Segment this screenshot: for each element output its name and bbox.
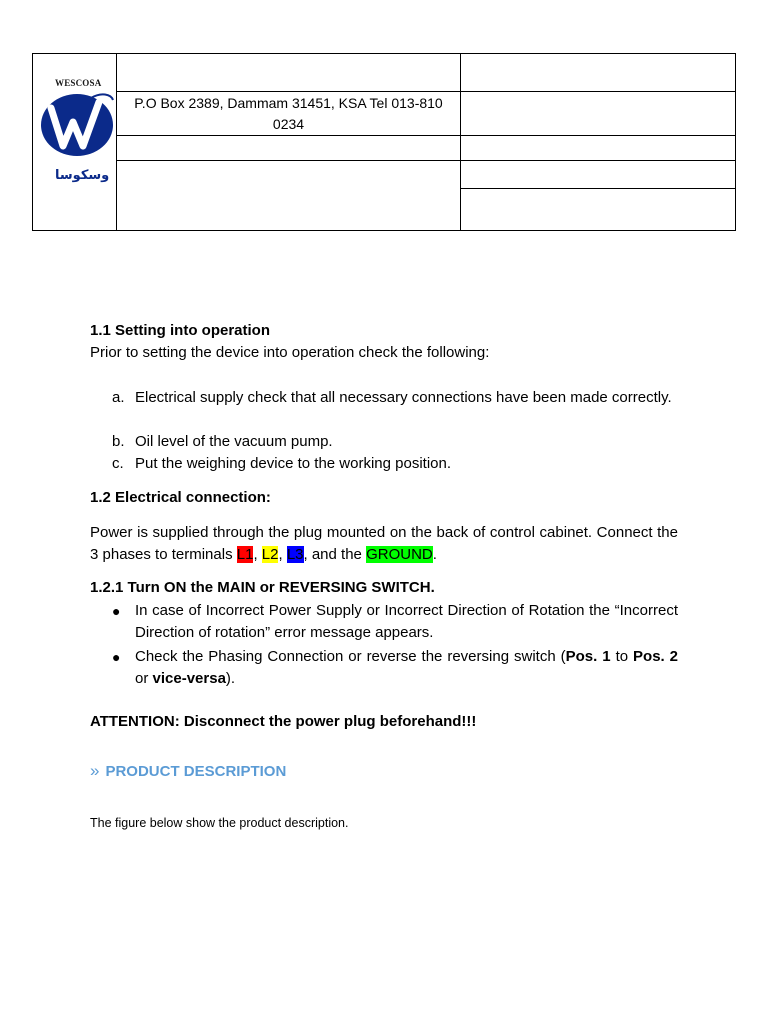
bullet-text-part: or [135,670,153,687]
bullet-icon: ● [112,649,121,665]
vice-versa-label: vice-versa [152,670,226,687]
separator: , [278,546,287,563]
section-1-2-1-heading: 1.2.1 Turn ON the MAIN or REVERSING SWITCH. [90,579,435,596]
bullet-text-part: Check the Phasing Connection or reverse the reversing switch ( [135,648,566,665]
header-cell-right-1 [461,54,736,92]
header-cell-right-4 [461,161,736,189]
list-marker: c. [112,455,124,472]
chevron-right-icon: » [90,761,100,780]
document-header-table [32,53,736,231]
paragraph-end: . [432,546,437,563]
list-marker: a. [112,389,125,406]
header-cell-middle-3 [117,136,461,161]
logo-emblem-icon [39,88,115,168]
section-1-1-intro: Prior to setting the device into operation check the following: [90,344,490,361]
separator: , [253,546,262,563]
header-cell-right-2 [461,92,736,136]
logo-wordmark: WESCOSA [55,78,102,88]
bullet-text-part: ). [225,670,236,687]
list-item-text: Put the weighing device to the working position. [135,455,452,472]
list-item-text: Oil level of the vacuum pump. [135,433,333,450]
company-address: P.O Box 2389, Dammam 31451, KSA Tel 013-810 0234 [117,92,461,136]
figure-caption: The figure below show the product description. [90,816,349,830]
bullet-text: In case of Incorrect Power Supply or Incorrect Direction of Rotation the “Incorrect Direction of rotation” error message appears. [135,602,678,641]
list-marker: b. [112,433,125,450]
list-item-text: Electrical supply check that all necessary connections have been made correctly. [135,389,672,406]
position-2-label: Pos. 2 [633,648,679,665]
product-description-heading [90,760,286,783]
header-cell-top-middle [117,54,461,92]
logo-arabic-text: وسكوسا [55,168,110,183]
bullet-text-part: to [610,648,634,665]
bullet-text [135,646,678,690]
section-1-1-heading: 1.1 Setting into operation [90,322,271,339]
position-1-label: Pos. 1 [565,648,611,665]
paragraph-text: Power is supplied through the plug mounted on the back of control cabinet. Connect the 3 phases to terminals [90,524,678,563]
ground-terminal-label: GROUND [366,546,433,563]
header-cell-middle-4 [117,161,461,231]
logo-cell [33,54,117,231]
attention-warning: ATTENTION: Disconnect the power plug beforehand!!! [90,713,477,730]
header-cell-right-5 [461,189,736,231]
terminal-l3-label: L3 [286,546,304,563]
product-description-title: PRODUCT DESCRIPTION [105,763,287,780]
paragraph-text: , and the [303,546,367,563]
header-cell-right-3 [461,136,736,161]
section-1-2-heading: 1.2 Electrical connection: [90,489,271,506]
bullet-icon: ● [112,603,121,619]
terminal-l2-label: L2 [261,546,279,563]
terminal-l1-label: L1 [236,546,254,563]
electrical-connection-paragraph [90,522,678,566]
company-logo [39,78,115,188]
